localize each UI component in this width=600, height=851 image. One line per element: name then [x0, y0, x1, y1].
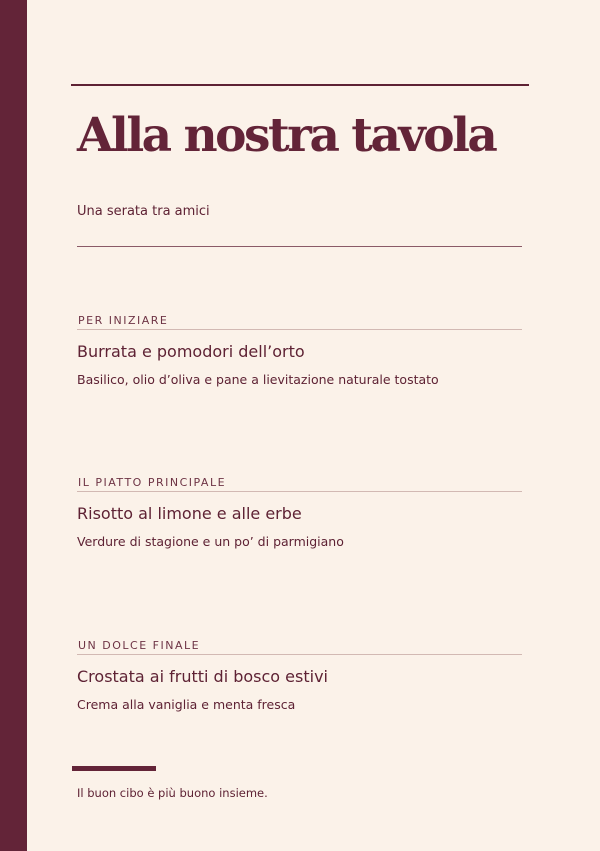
dish-description: Crema alla vaniglia e menta fresca [77, 697, 296, 712]
dish-description: Verdure di stagione e un po’ di parmigiano [77, 534, 344, 549]
side-accent-bar [0, 0, 27, 851]
course-starter [77, 314, 522, 387]
top-divider [71, 84, 529, 86]
footer-accent-rule [72, 766, 156, 771]
course-main [77, 476, 522, 549]
dish-name: Burrata e pomodori dell’orto [77, 342, 305, 361]
page-title: Alla nostra tavola [77, 108, 496, 163]
footer-text: Il buon cibo è più buono insieme. [77, 786, 268, 800]
dish-name: Crostata ai frutti di bosco estivi [77, 667, 328, 686]
course-heading: PER INIZIARE [77, 314, 522, 330]
dish-description: Basilico, olio d’oliva e pane a lievitazione naturale tostato [77, 372, 439, 387]
page-subtitle: Una serata tra amici [77, 204, 210, 219]
course-heading: IL PIATTO PRINCIPALE [77, 476, 522, 492]
subtitle-divider [77, 246, 522, 247]
dish-name: Risotto al limone e alle erbe [77, 504, 302, 523]
course-heading: UN DOLCE FINALE [77, 639, 522, 655]
course-dessert [77, 639, 522, 712]
